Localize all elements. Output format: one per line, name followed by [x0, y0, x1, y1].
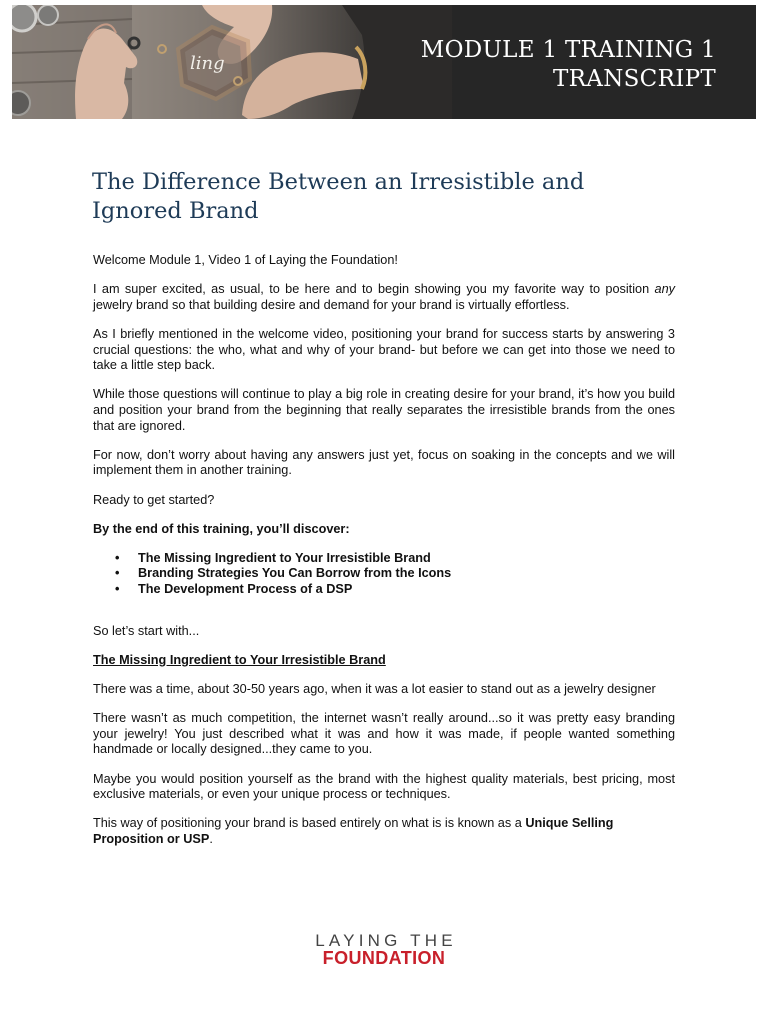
module-title-line2: TRANSCRIPT	[553, 66, 716, 92]
page-title	[92, 168, 632, 226]
bullet-icon: •	[115, 550, 120, 565]
svg-text:ling: ling	[190, 53, 225, 74]
list-item	[115, 566, 675, 582]
list-item	[115, 550, 675, 567]
paragraph-history: There was a time, about 30-50 years ago, when it was a lot easier to stand out as a jewelry designer	[93, 682, 656, 697]
paragraph-welcome: Welcome Module 1, Video 1 of Laying the Foundation!	[93, 253, 398, 267]
paragraph-usp-text-a: This way of positioning your brand is based entirely on what is is known as a	[93, 816, 526, 831]
page-title-line1: The Difference Between an Irresistible and	[92, 169, 585, 195]
paragraph-questions: As I briefly mentioned in the welcome video, positioning your brand for success starts by answering 3 crucial questions: the who, what and why of your brand- but before we can get into those we need to take a little step back.	[93, 326, 675, 373]
paragraph-usp-bold: Unique Selling Proposition or USP	[93, 816, 614, 846]
laying-the-foundation-logo	[0, 932, 768, 967]
transcript-body	[93, 253, 675, 861]
paragraph-intro	[93, 282, 675, 313]
bullet-icon: •	[115, 566, 120, 581]
discover-heading	[93, 522, 675, 538]
header-banner	[12, 5, 756, 119]
list-item-text: The Development Process of a DSP	[138, 582, 353, 597]
section-heading-text: The Missing Ingredient to Your Irresistible Brand	[93, 652, 386, 667]
paragraph-start: So let’s start with...	[93, 623, 200, 638]
paragraph-usp-text-b: .	[209, 831, 213, 846]
paragraph-ready: Ready to get started?	[93, 492, 215, 507]
paragraph-for-now: For now, don’t worry about having any answers just yet, focus on soaking in the concepts and we will implement them in another training.	[93, 447, 675, 478]
paragraph-intro-text-b: jewelry brand so that building desire and demand for your brand is virtually effortless.	[93, 297, 570, 312]
logo-bottom-text: FOUNDATION	[322, 948, 446, 968]
logo-top-text: LAYING THE	[315, 931, 457, 950]
module-title-line1: MODULE 1 TRAINING 1	[420, 37, 716, 63]
list-item-text: Branding Strategies You Can Borrow from the Icons	[138, 566, 452, 581]
discover-list	[93, 551, 675, 598]
paragraph-maybe: Maybe you would position yourself as the brand with the highest quality materials, best pricing, most exclusive materials, or even your unique process or techniques.	[93, 771, 675, 802]
section-heading	[93, 653, 675, 669]
paragraph-usp	[93, 816, 675, 847]
list-item	[115, 582, 675, 598]
paragraph-competition: There wasn’t as much competition, the internet wasn’t really around...so it was pretty easy branding your jewelry! You just described what it was and how it was made, if people wanted something handmade or locally designed...they came to you.	[93, 711, 675, 757]
paragraph-positioning: While those questions will continue to play a big role in creating desire for your brand, it’s how you build and position your brand from the beginning that really separates the irresistible brands from the ones that are ignored.	[93, 387, 675, 433]
discover-heading-text: By the end of this training, you’ll discover:	[93, 521, 350, 536]
page-title-line2: Ignored Brand	[92, 198, 259, 224]
document-module-title	[421, 36, 716, 94]
jewelry-hands-photo	[12, 5, 452, 119]
paragraph-intro-emphasis: any	[654, 282, 675, 297]
bullet-icon: •	[115, 582, 120, 597]
list-item-text: The Missing Ingredient to Your Irresistible Brand	[138, 550, 431, 565]
paragraph-intro-text-a: I am super excited, as usual, to be here and to begin showing you my favorite way to position	[93, 282, 655, 297]
